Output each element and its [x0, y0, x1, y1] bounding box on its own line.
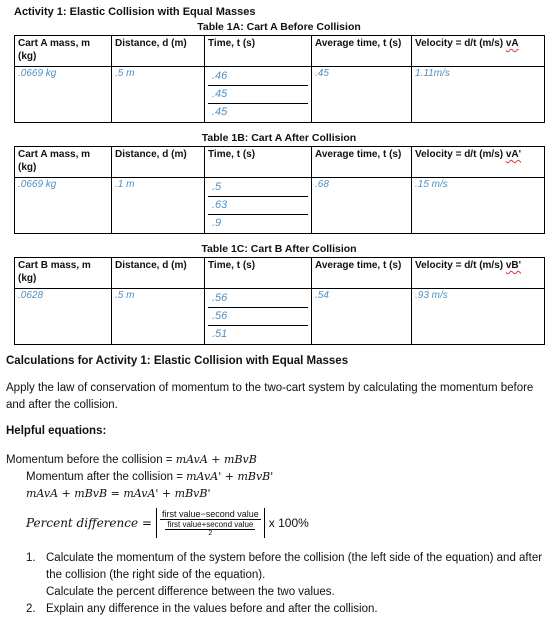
table-1c: [14, 257, 545, 345]
time-trial-1[interactable]: .5: [208, 179, 308, 197]
distance-value[interactable]: .1 m: [112, 178, 205, 234]
mass-value[interactable]: .0628: [15, 289, 112, 345]
time-trial-1[interactable]: .46: [208, 68, 308, 86]
times-100-percent: x 100%: [268, 516, 309, 530]
table-1a-caption: Table 1A: Cart A Before Collision: [197, 21, 361, 33]
header-distance: Distance, d (m): [112, 258, 205, 289]
header-time: Time, t (s): [205, 36, 312, 67]
fraction-numerator: first value−second value: [161, 509, 259, 519]
equation-momentum-after: Momentum after the collision = mAvA' + mBvB': [26, 470, 274, 483]
equation-momentum-before: Momentum before the collision = mAvA + mBvB: [6, 453, 257, 466]
velocity-value[interactable]: .15 m/s: [412, 178, 545, 234]
header-time: Time, t (s): [205, 147, 312, 178]
header-velocity: Velocity = d/t (m/s) vA: [412, 36, 545, 67]
avg-time-value[interactable]: .68: [312, 178, 412, 234]
time-values: [205, 178, 312, 234]
avg-time-value[interactable]: .45: [312, 67, 412, 123]
table-1b-caption: Table 1B: Cart A After Collision: [201, 132, 357, 144]
distance-value[interactable]: .5 m: [112, 67, 205, 123]
equation-conservation: mAvA + mBvB = mAvA' + mBvB': [26, 487, 211, 500]
header-time: Time, t (s): [205, 258, 312, 289]
time-trial-2[interactable]: .45: [208, 86, 308, 104]
time-trial-3[interactable]: .45: [212, 106, 228, 118]
velocity-value[interactable]: .93 m/s: [412, 289, 545, 345]
header-mass: Cart B mass, m (kg): [15, 258, 112, 289]
time-trial-1[interactable]: .56: [208, 290, 308, 308]
instructions-list: [26, 550, 551, 618]
header-velocity: Velocity = d/t (m/s) vB': [412, 258, 545, 289]
table-1a: [14, 35, 545, 123]
distance-value[interactable]: .5 m: [112, 289, 205, 345]
time-values: [205, 289, 312, 345]
helpful-equations-label: Helpful equations:: [6, 425, 107, 437]
calculations-heading: Calculations for Activity 1: Elastic Collision with Equal Masses: [6, 355, 349, 367]
mass-value[interactable]: .0669 kg: [15, 67, 112, 123]
list-item: Calculate the percent difference between the two values.: [46, 586, 335, 598]
time-trial-2[interactable]: .56: [208, 308, 308, 326]
header-mass: Cart A mass, m (kg): [15, 36, 112, 67]
list-item: 1. Calculate the momentum of the system before the collision (the left side of the equation) and after the collision (the right side of the equation).: [26, 552, 543, 581]
table-1c-caption: Table 1C: Cart B After Collision: [201, 243, 357, 255]
velocity-value[interactable]: 1.11m/s: [412, 67, 545, 123]
header-distance: Distance, d (m): [112, 36, 205, 67]
percent-difference-fraction: [156, 508, 265, 538]
mass-value[interactable]: .0669 kg: [15, 178, 112, 234]
intro-paragraph: Apply the law of conservation of momentum to the two-cart system by calculating the momentum before and after the collision.: [6, 382, 534, 411]
header-mass: Cart A mass, m (kg): [15, 147, 112, 178]
time-trial-3[interactable]: .51: [212, 328, 228, 340]
time-values: [205, 67, 312, 123]
header-avg-time: Average time, t (s): [312, 147, 412, 178]
activity-title: Activity 1: Elastic Collision with Equal Masses: [14, 6, 256, 18]
header-velocity: Velocity = d/t (m/s) vA': [412, 147, 545, 178]
table-1b: [14, 146, 545, 234]
avg-time-value[interactable]: .54: [312, 289, 412, 345]
header-avg-time: Average time, t (s): [312, 258, 412, 289]
time-trial-2[interactable]: .63: [208, 197, 308, 215]
header-avg-time: Average time, t (s): [312, 36, 412, 67]
header-distance: Distance, d (m): [112, 147, 205, 178]
percent-difference-label: Percent difference =: [26, 516, 152, 530]
time-trial-3[interactable]: .9: [212, 217, 222, 229]
fraction-denominator: $\frac{\text{first value+second value}}{2}$: [167, 520, 254, 537]
percent-difference-formula: [26, 508, 309, 538]
list-item: 2. Explain any difference in the values before and after the collision.: [26, 603, 378, 615]
